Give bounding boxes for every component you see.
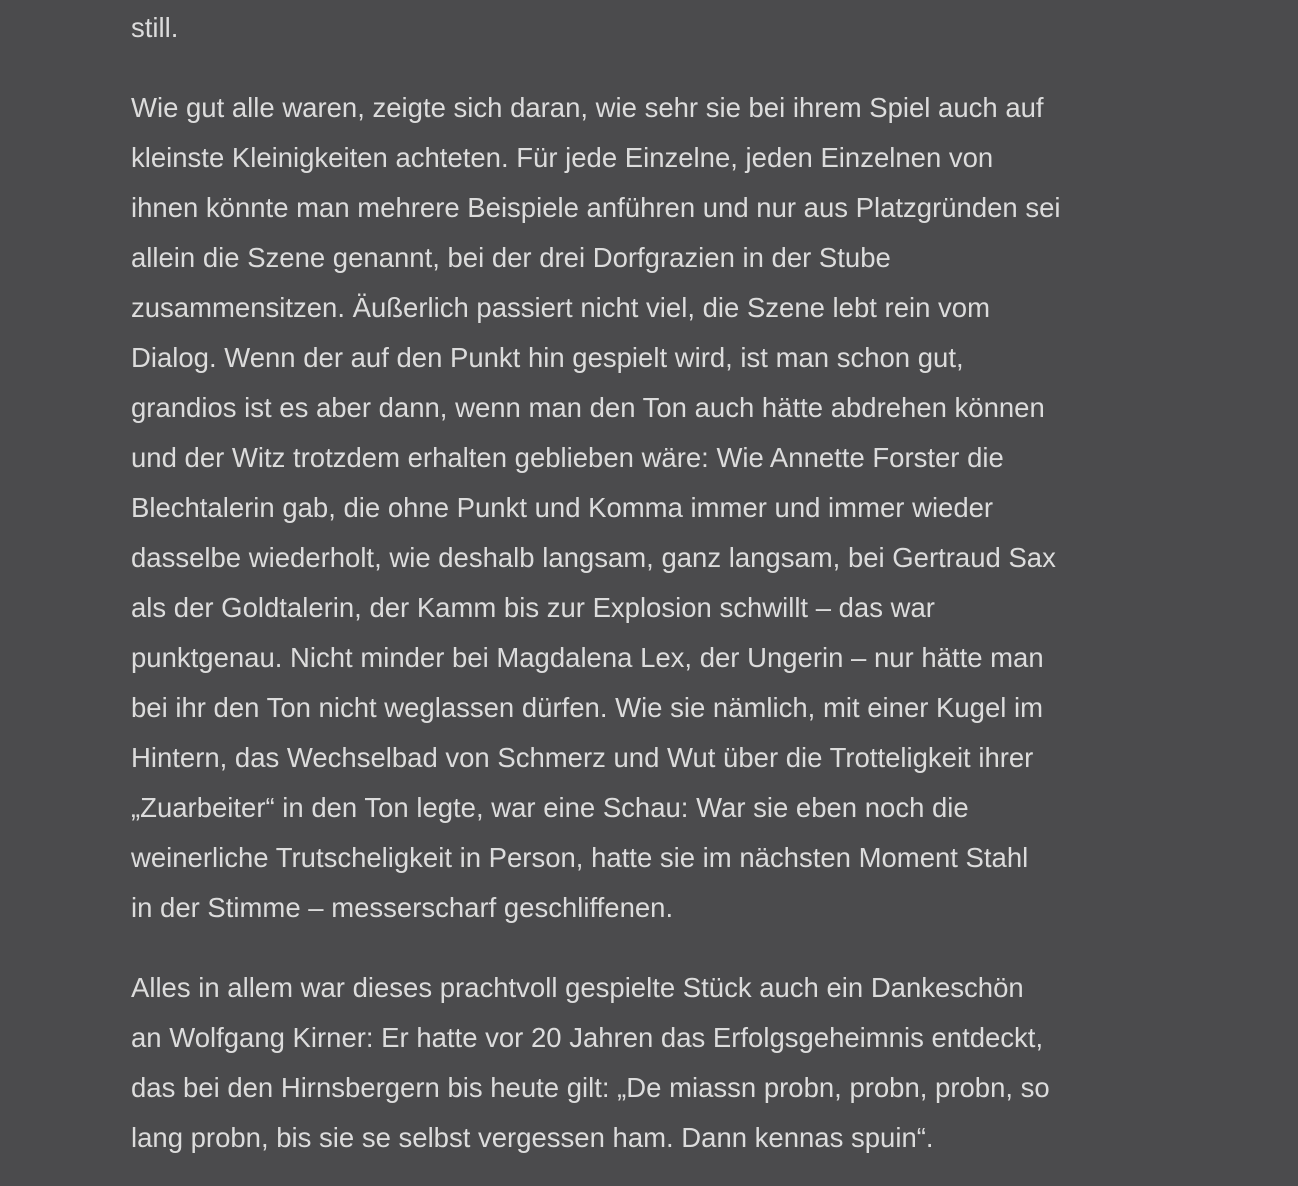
text-line: punktgenau. Nicht minder bei Magdalena Lex, der Ungerin – nur hätte man — [131, 642, 1044, 673]
text-line: und der Witz trotzdem erhalten geblieben wäre: Wie Annette Forster die — [131, 442, 1004, 473]
text-line: ihnen könnte man mehrere Beispiele anführen und nur aus Platzgründen sei — [131, 192, 1061, 223]
text-line: Blechtalerin gab, die ohne Punkt und Komma immer und immer wieder — [131, 492, 994, 523]
paragraph — [131, 3, 1176, 53]
text-line: Alles in allem war dieses prachtvoll gespielte Stück auch ein Dankeschön — [131, 972, 1024, 1003]
text-line: „Zuarbeiter“ in den Ton legte, war eine Schau: War sie eben noch die — [131, 792, 969, 823]
text-line: Hintern, das Wechselbad von Schmerz und Wut über die Trotteligkeit ihrer — [131, 742, 1034, 773]
text-line: Wie gut alle waren, zeigte sich daran, wie sehr sie bei ihrem Spiel auch auf — [131, 92, 1044, 123]
text-line: grandios ist es aber dann, wenn man den Ton auch hätte abdrehen können — [131, 392, 1045, 423]
text-line: kleinste Kleinigkeiten achteten. Für jede Einzelne, jeden Einzelnen von — [131, 142, 994, 173]
text-line: dasselbe wiederholt, wie deshalb langsam, ganz langsam, bei Gertraud Sax — [131, 542, 1056, 573]
paragraph — [131, 83, 1176, 933]
text-line: bei ihr den Ton nicht weglassen dürfen. Wie sie nämlich, mit einer Kugel im — [131, 692, 1044, 723]
text-line: als der Goldtalerin, der Kamm bis zur Explosion schwillt – das war — [131, 592, 935, 623]
text-line: zusammensitzen. Äußerlich passiert nicht viel, die Szene lebt rein vom — [131, 292, 990, 323]
text-line: weinerliche Trutscheligkeit in Person, hatte sie im nächsten Moment Stahl — [131, 842, 1029, 873]
text-line: allein die Szene genannt, bei der drei Dorfgrazien in der Stube — [131, 242, 891, 273]
text-line: in der Stimme – messerscharf geschliffenen. — [131, 892, 674, 923]
paragraph — [131, 963, 1176, 1163]
text-line: das bei den Hirnsbergern bis heute gilt: „De miassn probn, probn, probn, so — [131, 1072, 1050, 1103]
text-line: lang probn, bis sie se selbst vergessen ham. Dann kennas spuin“. — [131, 1122, 934, 1153]
text-line: Dialog. Wenn der auf den Punkt hin gespielt wird, ist man schon gut, — [131, 342, 964, 373]
article-body — [131, 3, 1176, 1163]
text-line: still. — [131, 12, 179, 43]
text-line: an Wolfgang Kirner: Er hatte vor 20 Jahren das Erfolgsgeheimnis entdeckt, — [131, 1022, 1044, 1053]
